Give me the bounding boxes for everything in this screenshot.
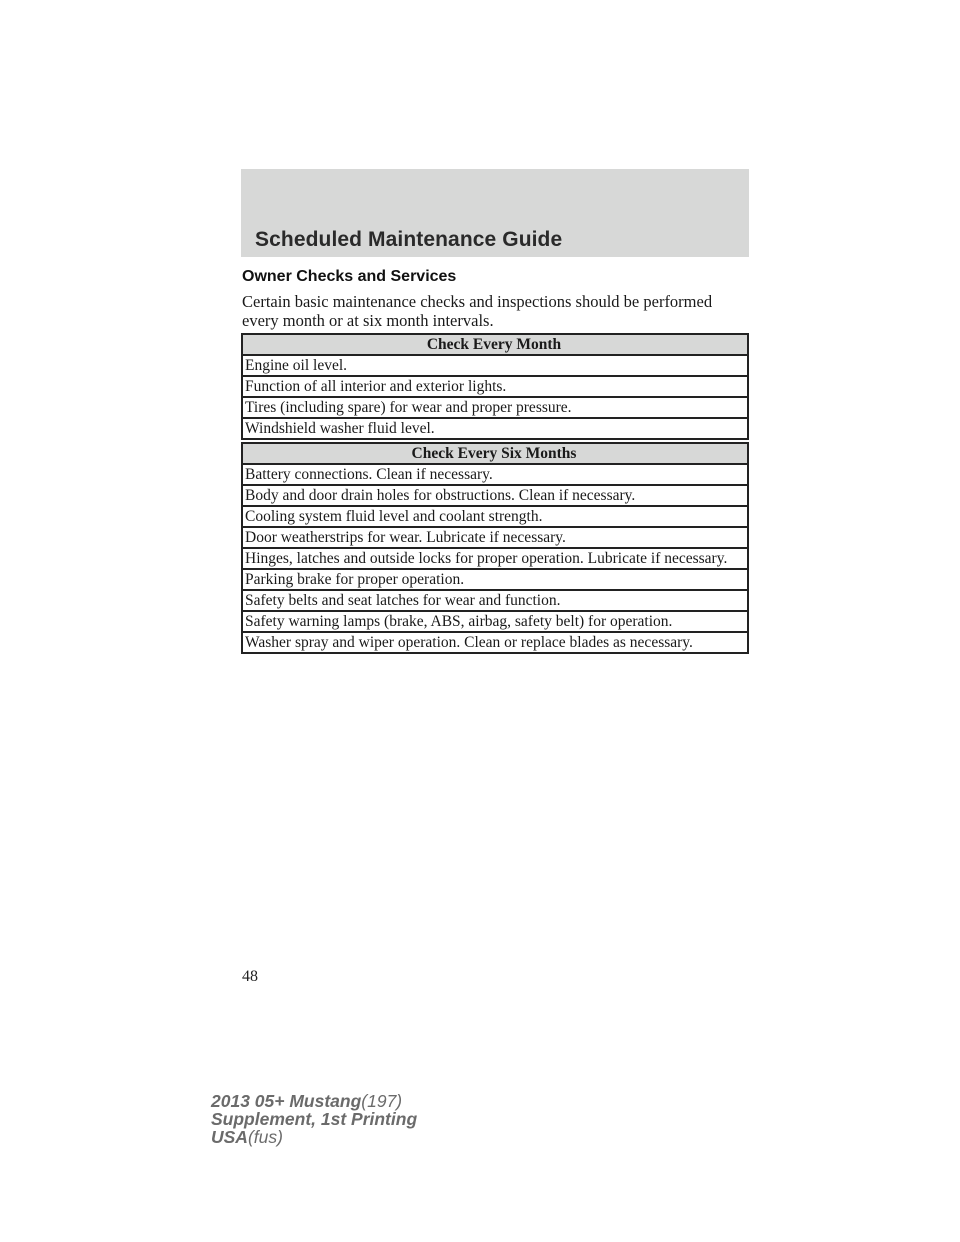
table-cell: Body and door drain holes for obstructions. Clean if necessary. <box>242 485 748 506</box>
table-row <box>242 418 748 439</box>
table-row <box>242 376 748 397</box>
table-header-row <box>242 443 748 464</box>
table-cell: Safety belts and seat latches for wear and function. <box>242 590 748 611</box>
footer-market: USA <box>211 1127 248 1147</box>
footer-model: 2013 05+ Mustang <box>211 1091 362 1111</box>
table-row <box>242 548 748 569</box>
table-header-row <box>242 334 748 355</box>
table-row <box>242 485 748 506</box>
monthly-checks-title: Check Every Month <box>242 334 748 355</box>
table-row <box>242 506 748 527</box>
table-row <box>242 464 748 485</box>
table-row <box>242 397 748 418</box>
page-number: 48 <box>242 968 258 985</box>
table-row <box>242 569 748 590</box>
monthly-checks-table <box>241 333 749 440</box>
six-month-checks-table <box>241 442 749 654</box>
footer-line-1 <box>211 1092 417 1110</box>
table-cell: Engine oil level. <box>242 355 748 376</box>
table-cell: Door weatherstrips for wear. Lubricate if necessary. <box>242 527 748 548</box>
table-cell: Windshield washer fluid level. <box>242 418 748 439</box>
table-cell: Hinges, latches and outside locks for proper operation. Lubricate if necessary. <box>242 548 748 569</box>
section-heading: Owner Checks and Services <box>242 268 457 285</box>
table-cell: Safety warning lamps (brake, ABS, airbag, safety belt) for operation. <box>242 611 748 632</box>
table-row <box>242 590 748 611</box>
table-row <box>242 632 748 653</box>
footer-model-code: (197) <box>361 1091 403 1111</box>
footer-printing: Supplement, 1st Printing <box>211 1109 418 1129</box>
intro-paragraph: Certain basic maintenance checks and inspections should be performed every month or at six month intervals. <box>242 292 713 330</box>
table-cell: Battery connections. Clean if necessary. <box>242 464 748 485</box>
page-title: Scheduled Maintenance Guide <box>255 228 563 251</box>
table-row <box>242 355 748 376</box>
table-cell: Washer spray and wiper operation. Clean or replace blades as necessary. <box>242 632 748 653</box>
six-month-checks-title: Check Every Six Months <box>242 443 748 464</box>
footer-imprint <box>211 1092 417 1146</box>
footer-market-code: (fus) <box>247 1127 283 1147</box>
footer-line-2 <box>211 1110 417 1128</box>
footer-line-3 <box>211 1128 417 1146</box>
table-cell: Parking brake for proper operation. <box>242 569 748 590</box>
table-cell: Cooling system fluid level and coolant strength. <box>242 506 748 527</box>
table-row <box>242 527 748 548</box>
table-cell: Function of all interior and exterior lights. <box>242 376 748 397</box>
table-row <box>242 611 748 632</box>
table-cell: Tires (including spare) for wear and proper pressure. <box>242 397 748 418</box>
